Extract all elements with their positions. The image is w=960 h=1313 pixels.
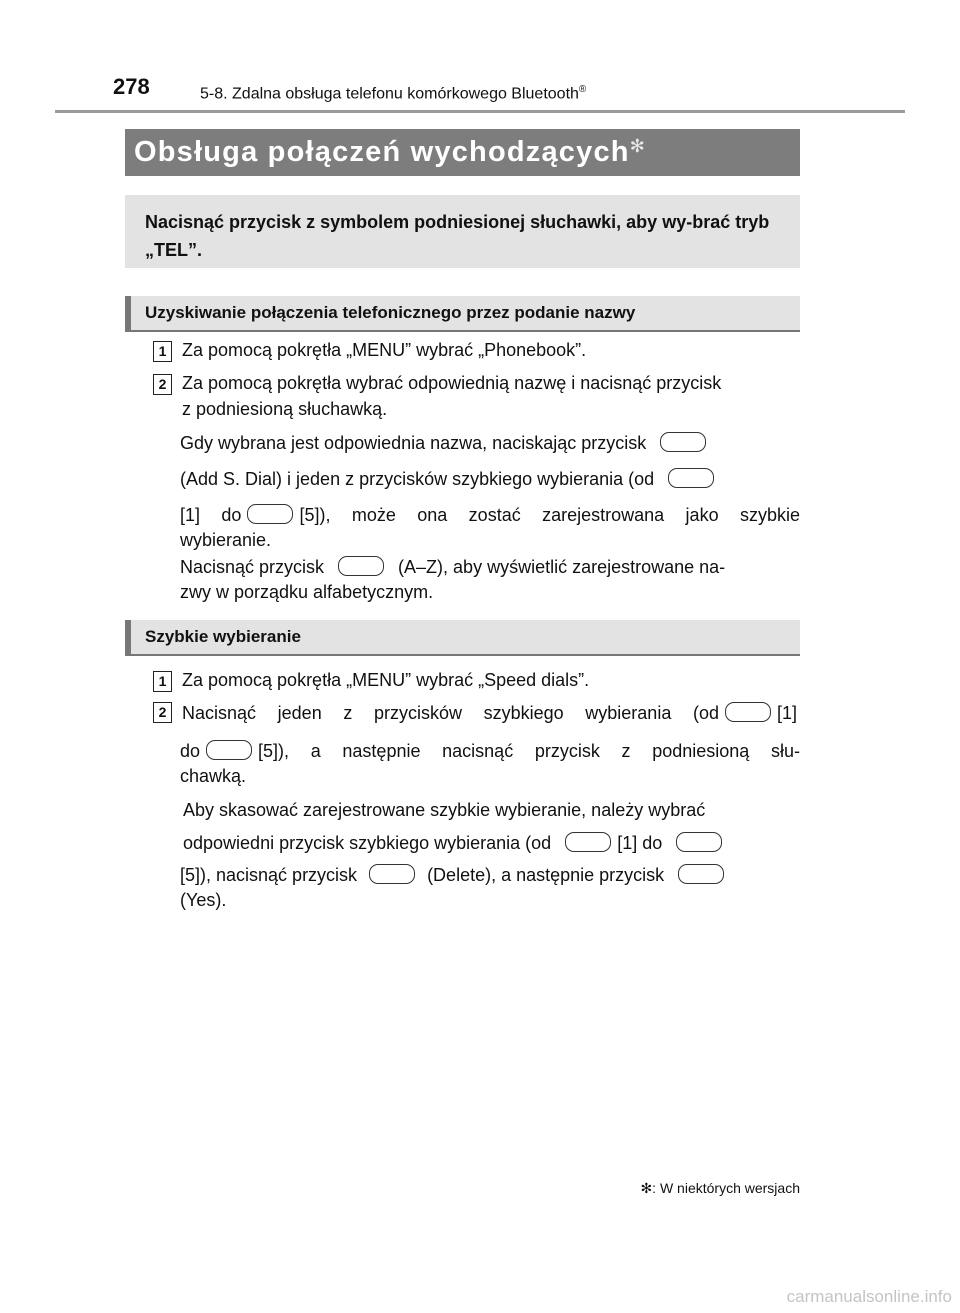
- speed-dial-button-icon: [206, 740, 252, 760]
- section-heading-speed-dial: Szybkie wybieranie: [125, 620, 800, 656]
- note-line: wybieranie.: [180, 530, 272, 550]
- header-section-title: 5-8. Zdalna obsługa telefonu komórkowego Bluetooth®: [200, 84, 587, 103]
- title-bar: [125, 129, 800, 176]
- registered-mark: ®: [578, 84, 587, 95]
- intro-box: [125, 195, 800, 268]
- speed-dial-button-icon: [247, 504, 293, 524]
- footnote: ✻: W niektórych wersjach: [640, 1180, 800, 1196]
- a-z-button-icon: [338, 556, 384, 576]
- section-heading-name-dial: Uzyskiwanie połączenia telefonicznego przez podanie nazwy: [125, 296, 800, 332]
- intro-text: Nacisnąć przycisk z symbolem podniesionej słuchawki, aby wy-brać tryb „TEL”.: [145, 212, 770, 260]
- note-line: odpowiedni przycisk szybkiego wybierania (od [1] do: [183, 832, 728, 854]
- step-text: do [5]), a następnie nacisnąć przycisk z podniesioną słu-: [180, 741, 800, 761]
- watermark: carmanualsonline.info: [786, 1287, 952, 1306]
- asterisk-icon: ✻: [629, 136, 646, 156]
- note-line: Aby skasować zarejestrowane szybkie wybieranie, należy wybrać: [183, 800, 706, 820]
- note-line: (Yes).: [180, 890, 227, 910]
- step-text: z podniesioną słuchawką.: [182, 399, 388, 419]
- speed-dial-button-icon: [565, 832, 611, 852]
- step-text: Nacisnąć jeden z przycisków szybkiego wybierania (od [1]: [182, 703, 797, 723]
- note-line: zwy w porządku alfabetycznym.: [180, 582, 434, 602]
- step-number: 2: [153, 702, 172, 723]
- note-line: (Add S. Dial) i jeden z przycisków szybkiego wybierania (od: [180, 468, 720, 490]
- note-line: [5]), nacisnąć przycisk (Delete), a następnie przycisk: [180, 864, 730, 886]
- delete-button-icon: [369, 864, 415, 884]
- header-rule: [55, 110, 905, 113]
- note-line: [1] do [5]), może ona zostać zarejestrowana jako szybkie: [180, 505, 800, 525]
- page-number: 278: [113, 74, 150, 99]
- speed-dial-button-icon: [676, 832, 722, 852]
- note-line: Nacisnąć przycisk (A–Z), aby wyświetlić zarejestrowane na-: [180, 557, 726, 577]
- note-line: Gdy wybrana jest odpowiednia nazwa, naciskając przycisk: [180, 432, 712, 454]
- yes-button-icon: [678, 864, 724, 884]
- step-text: chawką.: [180, 766, 247, 786]
- page-title: Obsługa połączeń wychodzących✻: [134, 136, 646, 168]
- step-text: Za pomocą pokrętła „MENU” wybrać „Speed dials”.: [182, 670, 590, 690]
- step-text: Za pomocą pokrętła wybrać odpowiednią nazwę i nacisnąć przycisk: [182, 373, 722, 393]
- add-speed-dial-button-icon: [660, 432, 706, 452]
- step-number: 1: [153, 671, 172, 692]
- speed-dial-button-icon: [725, 702, 771, 722]
- step-text: Za pomocą pokrętła „MENU” wybrać „Phonebook”.: [182, 340, 587, 360]
- step-number: 1: [153, 341, 172, 362]
- speed-dial-button-icon: [668, 468, 714, 488]
- step-number: 2: [153, 374, 172, 395]
